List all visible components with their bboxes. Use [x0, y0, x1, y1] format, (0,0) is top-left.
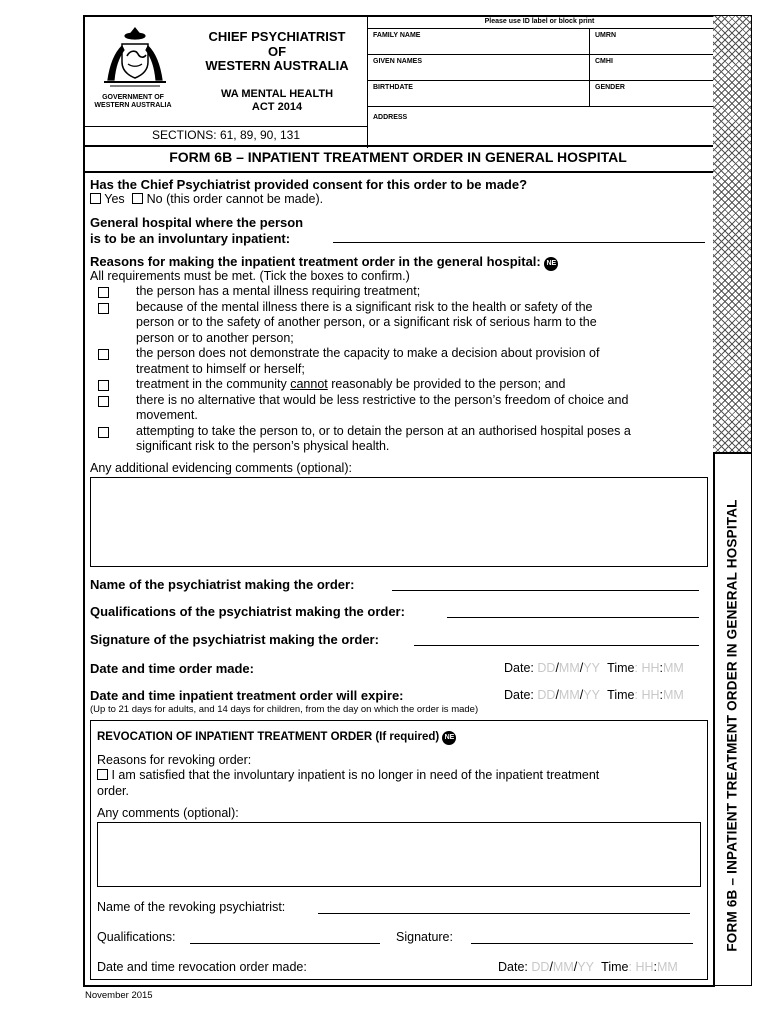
- reason-text: because of the mental illness there is a significant risk to the health or safety of the: [136, 299, 593, 314]
- revocation-heading-text: REVOCATION OF INPATIENT TREATMENT ORDER (If required): [97, 731, 440, 743]
- yy-placeholder: YY: [583, 661, 600, 675]
- reason-text-part: reasonably be provided to the person; and: [327, 377, 566, 391]
- revocation-heading: [97, 731, 456, 745]
- reason-text: attempting to take the person to, or to detain the person at an authorised hospital poses a: [136, 423, 631, 438]
- psychiatrist-qual-label: Qualifications of the psychiatrist making the order:: [90, 604, 405, 619]
- id-col-divider: [589, 28, 590, 106]
- act-label: [192, 88, 362, 113]
- reasons-heading-text: Reasons for making the inpatient treatment order in the general hospital:: [90, 254, 541, 269]
- id-rule-1: [368, 28, 713, 29]
- reason-text: significant risk to the person’s physical health.: [136, 439, 390, 453]
- statement-line-2: order.: [97, 783, 129, 798]
- reason-text: [136, 377, 705, 393]
- id-rule-4: [368, 106, 713, 107]
- statement-line-1: I am satisfied that the involuntary inpatient is no longer in need of the inpatient treatment: [111, 768, 600, 782]
- date-label: Date:: [498, 960, 528, 974]
- cmhi-field[interactable]: CMHI: [595, 58, 613, 65]
- gov-line-1: GOVERNMENT OF: [102, 94, 164, 101]
- order-made-datetime[interactable]: [504, 661, 684, 677]
- reason-text: the person does not demonstrate the capacity to make a decision about provision of: [136, 346, 600, 360]
- revoking-qual-label: Qualifications:: [97, 930, 176, 944]
- crest-logo: [100, 22, 170, 92]
- dd-placeholder: DD: [537, 688, 556, 702]
- hatched-margin-strip: [713, 15, 752, 454]
- order-made-label: Date and time order made:: [90, 661, 254, 676]
- revocation-reasons-label: Reasons for revoking order:: [97, 753, 252, 767]
- hh-placeholder: HH: [641, 688, 660, 702]
- title-top-rule: [85, 145, 713, 147]
- title-line-2: OF: [267, 43, 287, 59]
- revoking-sig-label: Signature:: [396, 930, 453, 944]
- revocation-comments-textarea[interactable]: [97, 822, 701, 887]
- umrn-field[interactable]: UMRN: [595, 32, 616, 39]
- header-divider: [367, 17, 368, 148]
- given-names-field[interactable]: GIVEN NAMES: [373, 58, 423, 65]
- side-label: FORM 6B – INPATIENT TREATMENT ORDER IN GENERAL HOSPITAL: [724, 499, 740, 952]
- form-title: FORM 6B – INPATIENT TREATMENT ORDER IN GENERAL HOSPITAL: [169, 149, 627, 165]
- birthdate-field[interactable]: BIRTHDATE: [373, 84, 413, 91]
- time-label-colon: :: [634, 688, 638, 702]
- reason-checkbox-5[interactable]: [98, 396, 109, 407]
- psychiatrist-name-field[interactable]: [392, 590, 699, 591]
- sections-label: SECTIONS: 61, 89, 90, 131: [151, 128, 301, 142]
- min-placeholder: MM: [663, 688, 684, 702]
- revoking-sig-field[interactable]: [471, 943, 693, 944]
- date-label: Date:: [504, 661, 534, 675]
- date-sep: /: [555, 688, 559, 702]
- reason-checkbox-2[interactable]: [98, 303, 109, 314]
- id-rule-2: [368, 54, 713, 55]
- time-label-colon: :: [628, 960, 632, 974]
- revocation-comments-label: Any comments (optional):: [97, 806, 239, 820]
- revoking-qual-field[interactable]: [190, 943, 380, 944]
- time-label: Time: [607, 661, 635, 675]
- title-bottom-rule: [85, 171, 713, 173]
- address-field[interactable]: ADDRESS: [373, 114, 408, 121]
- time-sep: :: [653, 960, 658, 974]
- chief-title: [192, 30, 362, 74]
- hospital-label-line-2: is to be an involuntary inpatient:: [90, 231, 291, 246]
- act-line-1: WA MENTAL HEALTH: [220, 88, 334, 100]
- yy-placeholder: YY: [583, 688, 600, 702]
- psychiatrist-qual-field[interactable]: [447, 617, 699, 618]
- date-sep: /: [579, 688, 584, 702]
- gender-field[interactable]: GENDER: [595, 84, 625, 91]
- reason-text: person or to the safety of another person, or a significant risk of serious harm to the: [136, 315, 597, 329]
- family-name-field[interactable]: FAMILY NAME: [373, 32, 421, 39]
- ne-badge: NE: [544, 257, 558, 271]
- reason-checkbox-1[interactable]: [98, 287, 109, 298]
- min-placeholder: MM: [663, 661, 684, 675]
- act-line-2: ACT 2014: [251, 100, 303, 113]
- revoking-name-field[interactable]: [318, 913, 690, 914]
- reason-item: [90, 346, 705, 377]
- reason-item: [90, 284, 705, 300]
- time-label: Time: [607, 688, 635, 702]
- consent-question: Has the Chief Psychiatrist provided consent for this order to be made?: [90, 177, 528, 192]
- consent-yes-label: Yes: [104, 192, 125, 206]
- reason-text-part: treatment in the community: [136, 377, 291, 391]
- time-sep: :: [659, 661, 664, 675]
- footer-date: November 2015: [85, 990, 153, 1001]
- reason-text: person or to another person;: [136, 330, 294, 345]
- hospital-label: [90, 215, 303, 247]
- consent-no-checkbox[interactable]: [132, 193, 143, 204]
- hospital-label-line-1: General hospital where the person: [90, 215, 304, 230]
- hh-placeholder: HH: [635, 960, 654, 974]
- time-label: Time: [601, 960, 629, 974]
- reason-checkbox-3[interactable]: [98, 349, 109, 360]
- id-rule-3: [368, 80, 713, 81]
- date-label: Date:: [504, 688, 534, 702]
- comments-label: Any additional evidencing comments (optional):: [90, 461, 352, 475]
- psychiatrist-name-label: Name of the psychiatrist making the order:: [90, 577, 355, 592]
- sections-top-rule: [85, 126, 367, 127]
- psychiatrist-sig-field[interactable]: [414, 645, 699, 646]
- date-sep: /: [555, 661, 559, 675]
- time-label-colon: :: [634, 661, 638, 675]
- mm-placeholder: MM: [552, 960, 574, 974]
- consent-yes-checkbox[interactable]: [90, 193, 101, 204]
- reason-text: treatment to himself or herself;: [136, 361, 305, 376]
- gov-line-2: WESTERN AUSTRALIA: [94, 102, 172, 109]
- dd-placeholder: DD: [537, 661, 556, 675]
- mm-placeholder: MM: [558, 661, 580, 675]
- consent-options: [90, 192, 323, 208]
- hospital-name-field[interactable]: [333, 242, 705, 243]
- reason-checkbox-4[interactable]: [98, 380, 109, 391]
- date-sep: /: [549, 960, 553, 974]
- dd-placeholder: DD: [531, 960, 550, 974]
- min-placeholder: MM: [657, 960, 678, 974]
- date-sep: /: [573, 960, 578, 974]
- gov-label: [87, 94, 179, 110]
- reason-item: [90, 393, 705, 424]
- order-expire-datetime[interactable]: [504, 688, 684, 704]
- revocation-datetime-label: Date and time revocation order made:: [97, 960, 307, 974]
- revocation-checkbox[interactable]: [97, 769, 108, 780]
- revocation-statement: [97, 768, 599, 799]
- reason-text: the person has a mental illness requiring treatment;: [136, 284, 421, 298]
- title-line-3: WESTERN AUSTRALIA: [205, 58, 349, 73]
- reason-emphasis: cannot: [290, 377, 328, 391]
- hh-placeholder: HH: [641, 661, 660, 675]
- date-sep: /: [579, 661, 584, 675]
- id-instruction: Please use ID label or block print: [484, 18, 595, 25]
- expire-note: (Up to 21 days for adults, and 14 days for children, from the day on which the order is made): [90, 704, 479, 715]
- reason-text: movement.: [136, 408, 198, 422]
- reason-item: [90, 377, 705, 393]
- psychiatrist-sig-label: Signature of the psychiatrist making the order:: [90, 632, 379, 647]
- reason-item: [90, 424, 705, 455]
- revocation-datetime[interactable]: [498, 960, 678, 976]
- title-line-1: CHIEF PSYCHIATRIST: [208, 29, 346, 44]
- reason-checkbox-6[interactable]: [98, 427, 109, 438]
- revoking-name-label: Name of the revoking psychiatrist:: [97, 900, 286, 914]
- reasons-intro: All requirements must be met. (Tick the boxes to confirm.): [90, 269, 410, 283]
- reasons-list: [90, 284, 705, 455]
- ne-badge: NE: [442, 731, 456, 745]
- order-expire-label: Date and time inpatient treatment order will expire:: [90, 688, 404, 703]
- yy-placeholder: YY: [577, 960, 594, 974]
- comments-textarea[interactable]: [90, 477, 708, 567]
- reason-text: there is no alternative that would be less restrictive to the person’s freedom of choice and: [136, 392, 629, 407]
- mm-placeholder: MM: [558, 688, 580, 702]
- time-sep: :: [659, 688, 664, 702]
- reason-item: [90, 300, 705, 347]
- consent-no-label: No (this order cannot be made).: [146, 192, 324, 206]
